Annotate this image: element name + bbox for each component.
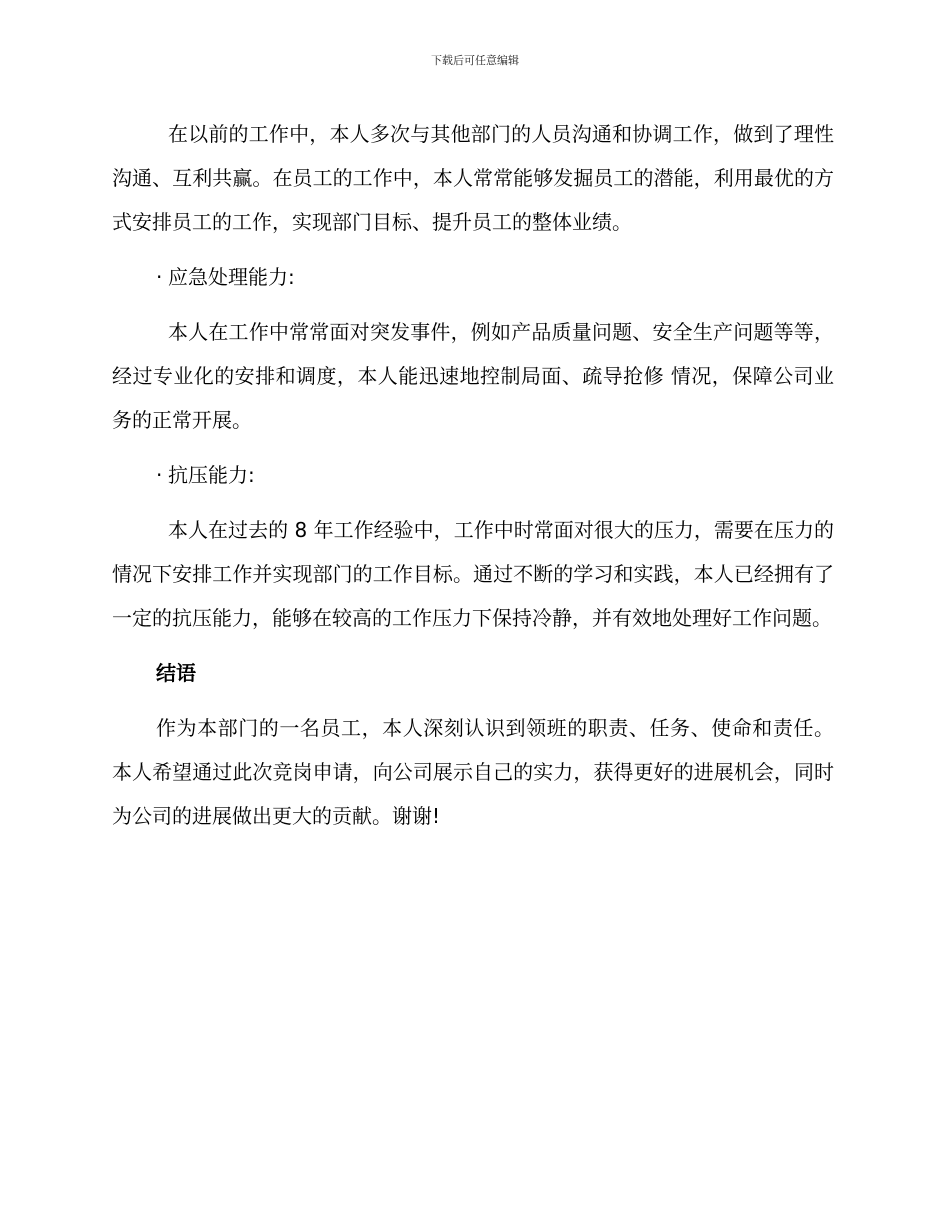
page-header: 下载后可任意编辑 [431,54,519,67]
paragraph-conclusion: 作为本部门的一名员工，本人深刻认识到领班的职责、任务、使命和责任。本人希望通过此次竞岗申请，向公司展示自己的实力，获得更好的进展机会，同时为公司的进展做出更大的贡献。谢谢! [112,716,834,828]
bullet-dot-icon: · [156,265,163,289]
bullet-label: 应急处理能力: [168,265,295,289]
document-body [112,112,834,838]
paragraph-emergency: 本人在工作中常常面对突发事件，例如产品质量问题、安全生产问题等等，经过专业化的安排和调度，本人能迅速地控制局面、疏导抢修 情况，保障公司业务的正常开展。 [112,320,834,432]
bullet-emergency-handling [112,255,834,299]
bullet-label: 抗压能力: [168,463,255,487]
bullet-dot-icon: · [156,463,163,487]
paragraph-stress: 本人在过去的 8 年工作经验中，工作中时常面对很大的压力，需要在压力的情况下安排工作并实现部门的工作目标。通过不断的学习和实践，本人已经拥有了一定的抗压能力，能够在较高的工作压力下保持冷静，并有效地处理好工作问题。 [112,518,834,630]
bullet-stress-resistance [112,453,834,497]
paragraph-communication: 在以前的工作中，本人多次与其他部门的人员沟通和协调工作，做到了理性沟通、互利共赢。在员工的工作中，本人常常能够发掘员工的潜能，利用最优的方式安排员工的工作，实现部门目标、提升员工的整体业绩。 [112,122,834,234]
section-heading-conclusion: 结语 [156,661,196,685]
